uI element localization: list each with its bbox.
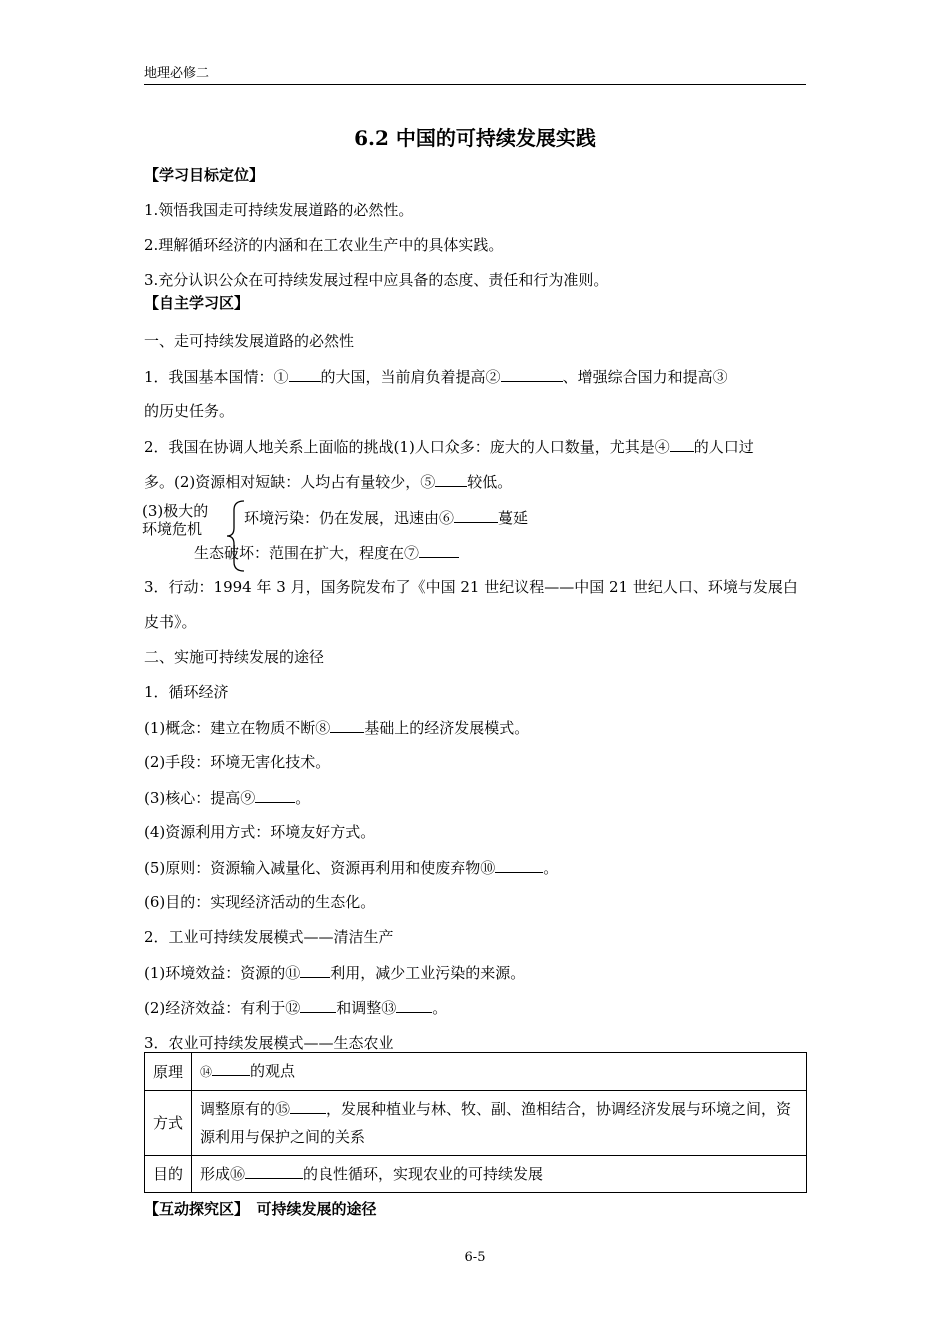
fill-blank-2[interactable] [501, 365, 563, 382]
row-head-principle: 原理 [145, 1053, 192, 1091]
paragraph-2-line-1 [144, 435, 814, 458]
text: 的良性循环，实现农业的可持续发展 [303, 1165, 544, 1183]
row-content-method [192, 1091, 807, 1156]
circular-economy-heading: 1．循环经济 [144, 683, 229, 701]
text: 、增强综合国力和提高③ [562, 368, 728, 386]
circular-usage: (4)资源利用方式：环境友好方式。 [144, 823, 376, 841]
goal-item-2: 2.理解循环经济的内涵和在工农业生产中的具体实践。 [144, 236, 504, 254]
paragraph-2-line-2 [144, 470, 814, 493]
text: 较低。 [467, 473, 513, 491]
text: 的观点 [250, 1062, 296, 1080]
page-number: 6-5 [464, 1250, 486, 1265]
circular-concept [144, 716, 814, 739]
fill-blank-9[interactable] [255, 786, 295, 803]
text: 。 [543, 859, 559, 877]
fill-blank-13[interactable] [396, 996, 432, 1013]
part2-heading: 二、实施可持续发展的途径 [144, 648, 325, 666]
fill-blank-16[interactable] [245, 1162, 303, 1179]
fill-blank-5[interactable] [435, 470, 467, 487]
text: 的大国，当前肩负着提高② [320, 368, 501, 386]
table-row [145, 1053, 807, 1091]
fill-blank-1[interactable] [289, 365, 321, 382]
circular-core [144, 786, 814, 809]
circular-means: (2)手段：环境无害化技术。 [144, 753, 331, 771]
text: 2．我国在协调人地关系上面临的挑战(1)人口众多：庞大的人口数量，尤其是④ [144, 438, 670, 456]
crisis-label-line-1: (3)极大的 [142, 502, 209, 520]
fill-blank-8[interactable] [330, 716, 364, 733]
row-head-purpose: 目的 [145, 1156, 192, 1193]
clean-econ-benefit [144, 996, 814, 1019]
fill-blank-11[interactable] [300, 961, 330, 978]
text: 。 [295, 789, 311, 807]
text: (1)环境效益：资源的⑪ [144, 964, 301, 982]
text: 形成⑯ [200, 1165, 246, 1183]
text: 的人口过 [693, 438, 754, 456]
text: (3)核心：提高⑨ [144, 789, 256, 807]
crisis-pollution-line [244, 506, 528, 529]
crisis-ecology-line [194, 541, 459, 564]
text: 和调整⑬ [336, 999, 397, 1017]
fill-blank-6[interactable] [454, 506, 498, 523]
crisis-label [142, 502, 224, 538]
paragraph-1-line-1 [144, 365, 814, 388]
circular-purpose: (6)目的：实现经济活动的生态化。 [144, 893, 376, 911]
text: 调整原有的⑮ [200, 1100, 291, 1118]
paragraph-3-line-2: 皮书》。 [144, 613, 197, 631]
page-title: 6.2 中国的可持续发展实践 [354, 126, 596, 150]
text: 基础上的经济发展模式。 [364, 719, 530, 737]
text: 1．我国基本国情：① [144, 368, 289, 386]
crisis-label-line-2: 环境危机 [142, 520, 203, 538]
text: ⑭ [200, 1065, 213, 1079]
self-study-heading: 【自主学习区】 [144, 294, 250, 312]
paragraph-3-line-1: 3．行动：1994 年 3 月，国务院发布了《中国 21 世纪议程——中国 21 世纪人口、环境与发展白 [144, 578, 798, 596]
paragraph-1-line-2: 的历史任务。 [144, 402, 235, 420]
fill-blank-14[interactable] [212, 1059, 250, 1076]
table-row [145, 1156, 807, 1193]
text: ，发展种植业与林、牧、副、渔相结合，协调经济发展与环境之间，资源利用与保护之间的关系 [200, 1100, 792, 1146]
clean-production-heading: 2．工业可持续发展模式——清洁生产 [144, 928, 394, 946]
row-content-purpose [192, 1156, 807, 1193]
row-content-principle [192, 1053, 807, 1091]
fill-blank-12[interactable] [300, 996, 336, 1013]
fill-blank-7[interactable] [419, 541, 459, 558]
eco-agriculture-heading: 3．农业可持续发展模式——生态农业 [144, 1034, 394, 1052]
text: 利用，减少工业污染的来源。 [330, 964, 526, 982]
eco-agriculture-table [144, 1052, 807, 1193]
text: 生态破坏：范围在扩大，程度在⑦ [194, 544, 420, 562]
clean-env-benefit [144, 961, 814, 984]
text: (5)原则：资源输入减量化、资源再利用和使废弃物⑩ [144, 859, 496, 877]
goal-item-3: 3.充分认识公众在可持续发展过程中应具备的态度、责任和行为准则。 [144, 271, 609, 289]
text: 蔓延 [498, 509, 529, 527]
fill-blank-10[interactable] [495, 856, 543, 873]
goal-item-1: 1.领悟我国走可持续发展道路的必然性。 [144, 201, 414, 219]
fill-blank-4[interactable] [670, 435, 694, 452]
text: 多。(2)资源相对短缺：人均占有量较少，⑤ [144, 473, 436, 491]
page-header: 地理必修二 [144, 64, 806, 85]
row-head-method: 方式 [145, 1091, 192, 1156]
explore-heading: 【互动探究区】 可持续发展的途径 [144, 1200, 377, 1218]
text: (1)概念：建立在物质不断⑧ [144, 719, 331, 737]
text: 环境污染：仍在发展，迅速由⑥ [244, 509, 455, 527]
text: (2)经济效益：有利于⑫ [144, 999, 301, 1017]
text: 。 [432, 999, 448, 1017]
circular-principle [144, 856, 814, 879]
fill-blank-15[interactable] [290, 1097, 326, 1114]
table-row [145, 1091, 807, 1156]
goal-heading: 【学习目标定位】 [144, 166, 265, 184]
part1-heading: 一、走可持续发展道路的必然性 [144, 332, 355, 350]
